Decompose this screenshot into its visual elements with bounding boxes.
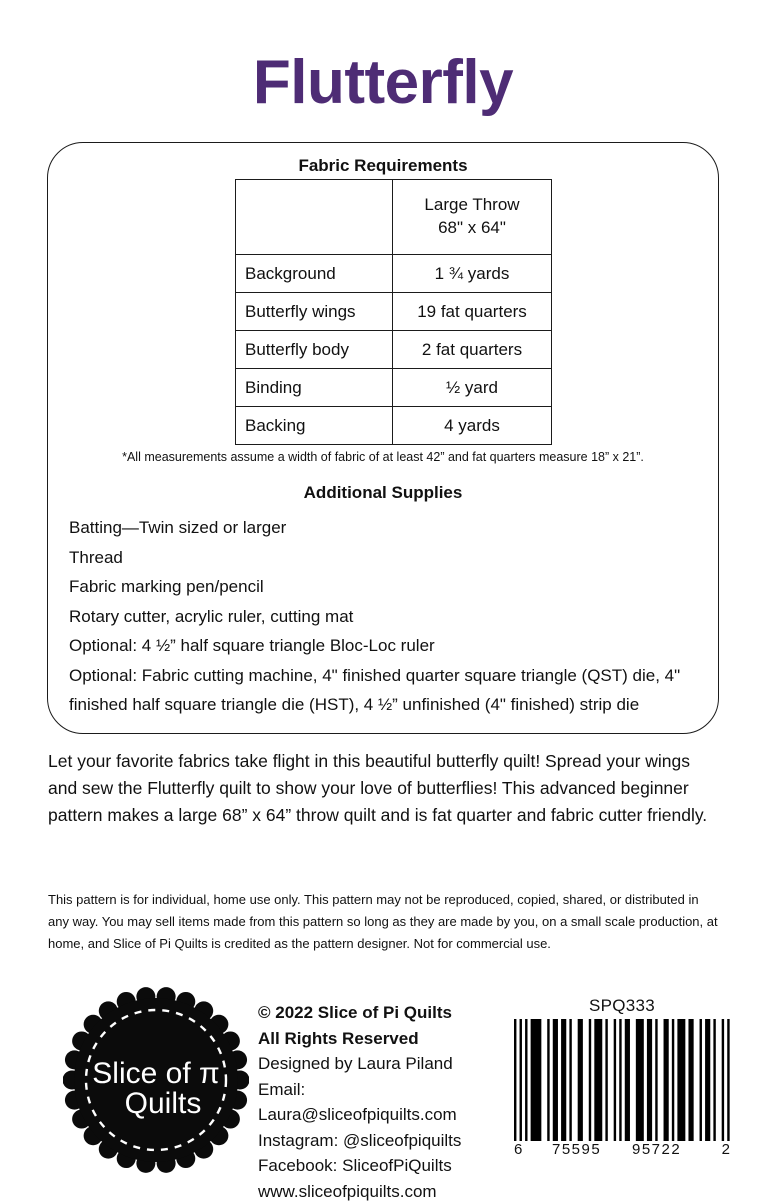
- upc-barcode: [514, 1019, 730, 1141]
- instagram-line: Instagram: @sliceofpiquilts: [258, 1128, 508, 1154]
- table-row: [236, 407, 552, 445]
- row-value-butterfly-body: 2 fat quarters: [393, 331, 552, 369]
- table-row: [236, 255, 552, 293]
- row-value-backing: 4 yards: [393, 407, 552, 445]
- row-label-butterfly-wings: Butterfly wings: [236, 293, 393, 331]
- rights-reserved-line: All Rights Reserved: [258, 1026, 508, 1052]
- barcode-group-2: 95722: [632, 1141, 681, 1158]
- supply-item-cutting-machine-dies: Optional: Fabric cutting machine, 4" finished quarter square triangle (QST) die, 4" finished half square triangle die (HST), 4 ½” unfinished (4" finished) strip die: [69, 661, 702, 720]
- email-line: Email: Laura@sliceofpiquilts.com: [258, 1077, 508, 1128]
- table-header-row: [236, 180, 552, 255]
- website-line: www.sliceofpiquilts.com: [258, 1179, 508, 1204]
- row-value-binding: ½ yard: [393, 369, 552, 407]
- size-label-line1: Large Throw: [402, 194, 542, 217]
- barcode-digit-right: 2: [722, 1141, 730, 1158]
- facebook-line: Facebook: SliceofPiQuilts: [258, 1153, 508, 1179]
- logo-badge-icon: [63, 987, 249, 1173]
- row-value-background: 1 ¾ yards: [393, 255, 552, 293]
- barcode-area: [508, 996, 736, 1161]
- supply-item-rotary-cutter: Rotary cutter, acrylic ruler, cutting mat: [69, 602, 702, 632]
- measurements-footnote: *All measurements assume a width of fabric of at least 42” and fat quarters measure 18” x 21”.: [48, 450, 718, 464]
- legal-notice: This pattern is for individual, home use only. This pattern may not be reproduced, copied, shared, or distributed in any way. You may sell items made from this pattern so long as they are made by you, on a small scale production, at home, and Slice of Pi Quilts is credited as the pattern designer. Not for commercial use.: [48, 889, 722, 955]
- row-label-binding: Binding: [236, 369, 393, 407]
- designer-line: Designed by Laura Piland: [258, 1051, 508, 1077]
- pattern-description: Let your favorite fabrics take flight in this beautiful butterfly quilt! Spread your wings and sew the Flutterfly quilt to show your love of butterflies! This advanced beginner pattern makes a large 68” x 64” throw quilt and is fat quarter and fabric cutter friendly.: [48, 748, 720, 829]
- additional-supplies-heading: Additional Supplies: [48, 483, 718, 503]
- size-label-line2: 68" x 64": [402, 217, 542, 240]
- row-label-backing: Backing: [236, 407, 393, 445]
- table-header-size: [393, 180, 552, 255]
- table-header-blank: [236, 180, 393, 255]
- requirements-panel: [47, 142, 719, 734]
- footer: [0, 986, 766, 1200]
- additional-supplies-list: [69, 513, 702, 720]
- contact-block: [258, 1000, 508, 1204]
- fabric-requirements-table: [235, 179, 552, 445]
- copyright-line: © 2022 Slice of Pi Quilts: [258, 1000, 508, 1026]
- row-value-butterfly-wings: 19 fat quarters: [393, 293, 552, 331]
- supply-item-bloc-loc-ruler: Optional: 4 ½” half square triangle Bloc-Loc ruler: [69, 631, 702, 661]
- sku-label: SPQ333: [508, 996, 736, 1016]
- supply-item-thread: Thread: [69, 543, 702, 573]
- barcode-group-1: 75595: [552, 1141, 601, 1158]
- barcode-digit-left: 6: [514, 1141, 522, 1158]
- logo-text-line1: Slice of π: [92, 1057, 219, 1090]
- row-label-butterfly-body: Butterfly body: [236, 331, 393, 369]
- table-row: [236, 369, 552, 407]
- supply-item-marking-pen: Fabric marking pen/pencil: [69, 572, 702, 602]
- supply-item-batting: Batting—Twin sized or larger: [69, 513, 702, 543]
- page-title: Flutterfly: [0, 52, 766, 114]
- table-row: [236, 331, 552, 369]
- barcode-digits: [514, 1141, 730, 1161]
- table-row: [236, 293, 552, 331]
- fabric-requirements-heading: Fabric Requirements: [48, 156, 718, 176]
- row-label-background: Background: [236, 255, 393, 293]
- logo-text-line2: Quilts: [125, 1087, 202, 1120]
- slice-of-pi-quilts-logo: [63, 987, 249, 1173]
